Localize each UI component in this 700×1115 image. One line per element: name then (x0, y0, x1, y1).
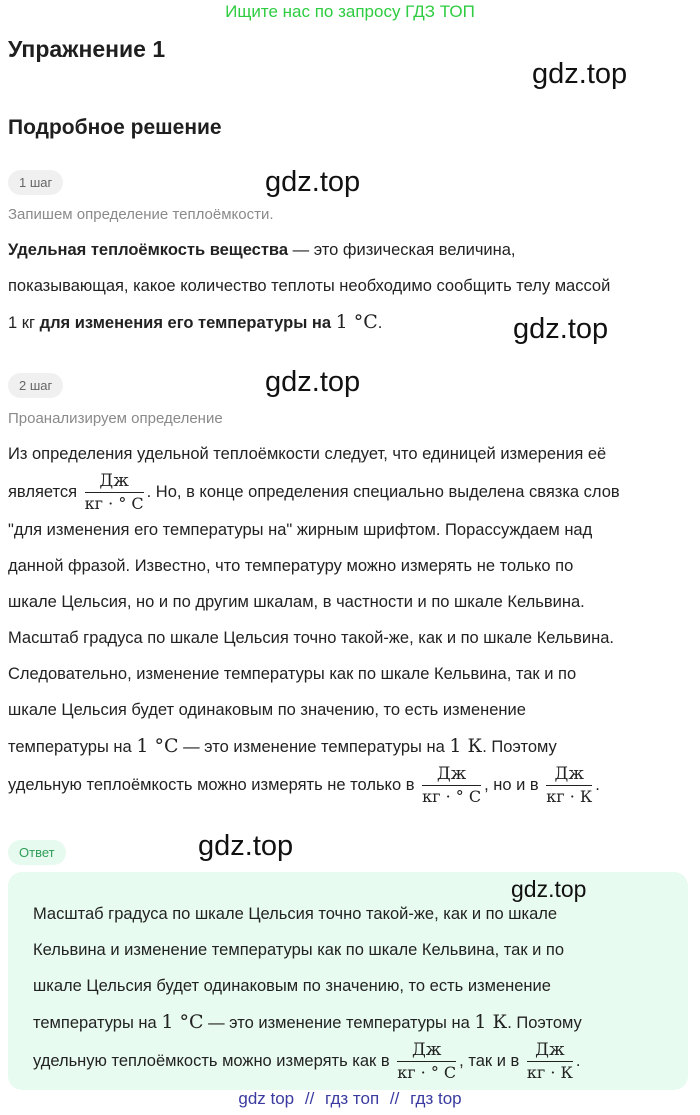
text: . Но, в конце определения специально выделена связка слов (146, 482, 620, 501)
text: удельную теплоёмкость можно измерять не только в (8, 775, 415, 794)
footer-link[interactable]: гдз top (410, 1089, 462, 1108)
text: . Поэтому (507, 1014, 582, 1032)
math-value: 1 К (449, 735, 483, 757)
fraction-numerator: Дж (397, 1041, 456, 1062)
text: "для изменения его температуры на" жирным шрифтом. Порассуждаем над (8, 521, 593, 539)
unit-fraction (422, 765, 481, 806)
footer-separator: // (304, 1089, 315, 1108)
text: . (595, 775, 600, 794)
bold-term: Удельная теплоёмкость вещества (8, 241, 289, 259)
step2-badge-wrap (8, 373, 63, 398)
footer-links (0, 1089, 700, 1109)
watermark: gdz.top (513, 313, 609, 345)
math-value: 1 °C (161, 1011, 204, 1033)
fraction-denominator: кг · ° C (84, 494, 144, 513)
text: — это изменение температуры на (208, 1014, 470, 1032)
text: . Поэтому (482, 738, 557, 756)
fraction-numerator: Дж (422, 765, 481, 786)
text: . (575, 1051, 581, 1070)
step-badge: 2 шаг (8, 373, 63, 398)
fraction-numerator: Дж (85, 472, 144, 493)
text: показывающая, какое количество теплоты необходимо сообщить телу массой (8, 277, 611, 295)
watermark: gdz.top (265, 166, 361, 198)
fraction-denominator: кг · К (546, 787, 593, 806)
section-title: Подробное решение (8, 116, 222, 139)
text: — это физическая величина, (288, 241, 516, 259)
text: шкале Цельсия, но и по другим шкалам, в частности и по шкале Кельвина. (8, 593, 585, 611)
step1-badge-wrap (8, 170, 63, 195)
math-value: 1 °C (136, 735, 179, 757)
fraction-numerator: Дж (527, 1041, 573, 1062)
unit-fraction (85, 472, 144, 513)
watermark: gdz.top (532, 58, 628, 90)
text: Кельвина и изменение температуры как по шкале Кельвина, так и по (33, 941, 565, 959)
text: , так и в (459, 1051, 520, 1070)
exercise-title: Упражнение 1 (8, 36, 166, 62)
text: . (377, 314, 383, 332)
text: является (8, 482, 78, 501)
text: удельную теплоёмкость можно измерять как в (33, 1051, 390, 1070)
answer-badge-wrap (8, 840, 66, 865)
text: температуры на (8, 738, 132, 756)
top-banner[interactable]: Ищите нас по запросу ГДЗ ТОП (225, 2, 475, 21)
footer-link[interactable]: gdz top (238, 1089, 295, 1108)
step2-body (8, 436, 698, 805)
watermark: gdz.top (511, 876, 587, 902)
text: температуры на (33, 1014, 157, 1032)
bold-phrase: для изменения его температуры на (39, 314, 332, 332)
unit-fraction (546, 765, 592, 806)
math-value: 1 °C (335, 311, 378, 333)
text: , но и в (484, 775, 539, 794)
text: шкале Цельсия будет одинаковым по значению, то есть изменение (33, 977, 551, 995)
watermark: gdz.top (265, 366, 361, 398)
text: данной фразой. Известно, что температуру можно измерять не только по (8, 557, 574, 575)
footer-separator: // (389, 1089, 400, 1108)
text: 1 кг (8, 314, 40, 332)
unit-fraction (527, 1041, 573, 1082)
text: Масштаб градуса по шкале Цельсия точно такой-же, как и по шкале (33, 905, 558, 923)
step-badge: 1 шаг (8, 170, 63, 195)
text: шкале Цельсия будет одинаковым по значению, то есть изменение (8, 701, 526, 719)
text: Из определения удельной теплоёмкости следует, что единицей измерения её (8, 445, 607, 463)
answer-badge: Ответ (8, 840, 66, 865)
answer-body (33, 896, 683, 1081)
fraction-denominator: кг · ° C (422, 787, 482, 806)
watermark: gdz.top (198, 830, 294, 862)
unit-fraction (397, 1041, 456, 1082)
footer-link[interactable]: гдз топ (325, 1089, 380, 1108)
math-value: 1 К (474, 1011, 508, 1033)
step-caption: Проанализируем определение (8, 410, 223, 427)
step-caption: Запишем определение теплоёмкости. (8, 206, 274, 223)
fraction-numerator: Дж (546, 765, 592, 786)
text: — это изменение температуры на (183, 738, 445, 756)
text: Масштаб градуса по шкале Цельсия точно такой-же, как и по шкале Кельвина. (8, 629, 615, 647)
fraction-denominator: кг · ° C (397, 1063, 457, 1082)
text: Следовательно, изменение температуры как по шкале Кельвина, так и по (8, 665, 577, 683)
fraction-denominator: кг · К (526, 1063, 573, 1082)
